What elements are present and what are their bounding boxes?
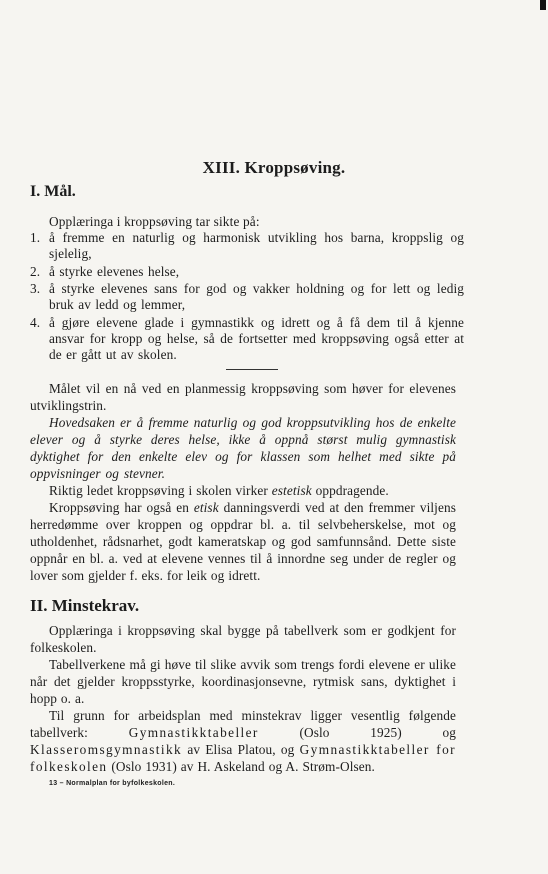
scan-edge-mark [540,0,546,10]
page-footer: 13 – Normalplan for byfolkeskolen. [49,780,176,787]
goal-text: å fremme en naturlig og harmonisk utvikling hos barna, kroppslig og sjelelig, [49,230,464,261]
goal-text: å styrke elevenes sans for god og vakker holdning og for lett og ledig bruk av ledd og lemmer, [49,281,464,312]
section2-body [30,622,456,775]
emphasized-word: etisk [193,500,219,515]
goal-item [30,230,464,262]
emphasized-word: estetisk [271,483,312,498]
text-run: danningsverdi ved at den fremmer viljens herredømme over kroppen og oppdrar bl. a. til selvbeherskelse, mot og utholdenhet, rådsnarhet, godt kameratskap og god samfunnsånd. Dette siste oppnår en bl. a. ved at elevene vennes til å innordne seg under de regler og lover som gjelder f. eks. for leik og idrett. [30,500,456,583]
paragraph: Målet vil en nå ved en planmessig kroppsøving som høver for elevenes utviklingstrin. [30,381,456,413]
goal-text: å gjøre elevene glade i gymnastikk og idrett og å få dem til å kjenne ansvar for kropp og helse, så de fortsetter med kroppsøving også etter at de er gått ut av skolen. [49,314,464,362]
emphasis-paragraph: Hovedsaken er å fremme naturlig og god kroppsutvikling hos de enkelte elever og å styrke deres helse, ikke å oppnå størst mulig gymnastisk dyktighet for den enkelte elev og for klassen som helhet med sikte på oppvisninger og stevner. [30,415,456,481]
paragraph [30,707,456,775]
section-heading-minstekrav: II. Minstekrav. [30,596,140,615]
paragraph [30,482,456,499]
text-run: (Oslo 1925) og [258,725,456,740]
text-run: oppdragende. [311,483,389,498]
section-heading-mal: I. Mål. [30,183,76,200]
goals-intro: Opplæringa i kroppsøving tar sikte på: [49,214,260,229]
goals-list [30,230,464,364]
text-run: Kroppsøving har også en [49,500,194,515]
goal-item [30,281,464,313]
goal-number: 2. [30,263,41,279]
section1-body [30,380,456,584]
reference-title: Klasseromsgymnastikk [30,742,183,757]
text-run: av Elisa Platou, og [182,742,300,757]
goal-text: å styrke elevenes helse, [49,263,180,279]
reference-title: Gymnastikktabeller [128,725,259,740]
reference-title: Gymnastikktabeller for folkeskolen [30,742,456,774]
paragraph: Tabellverkene må gi høve til slike avvik som trengs fordi elevene er ulike når det gjelder kroppsstyrke, koordinasjonsevne, rytmisk sans, dyktighet i hopp o. a. [30,657,456,706]
text-run: Til grunn for arbeidsplan med minstekrav ligger vesentlig følgende tabellverk: [30,708,456,740]
goal-item [30,315,464,363]
paragraph [30,499,456,584]
text-run: Riktig ledet kroppsøving i skolen virker [49,483,272,498]
goal-number: 1. [30,230,41,245]
section-divider [226,369,278,370]
paragraph: Opplæringa i kroppsøving skal bygge på tabellverk som er godkjent for folkeskolen. [30,623,456,655]
chapter-title: XIII. Kroppsøving. [202,158,346,177]
goal-number: 4. [30,314,41,330]
goal-number: 3. [30,281,41,296]
text-run: (Oslo 1931) av H. Askeland og A. Strøm-Olsen. [107,759,375,774]
goal-item [30,264,464,280]
